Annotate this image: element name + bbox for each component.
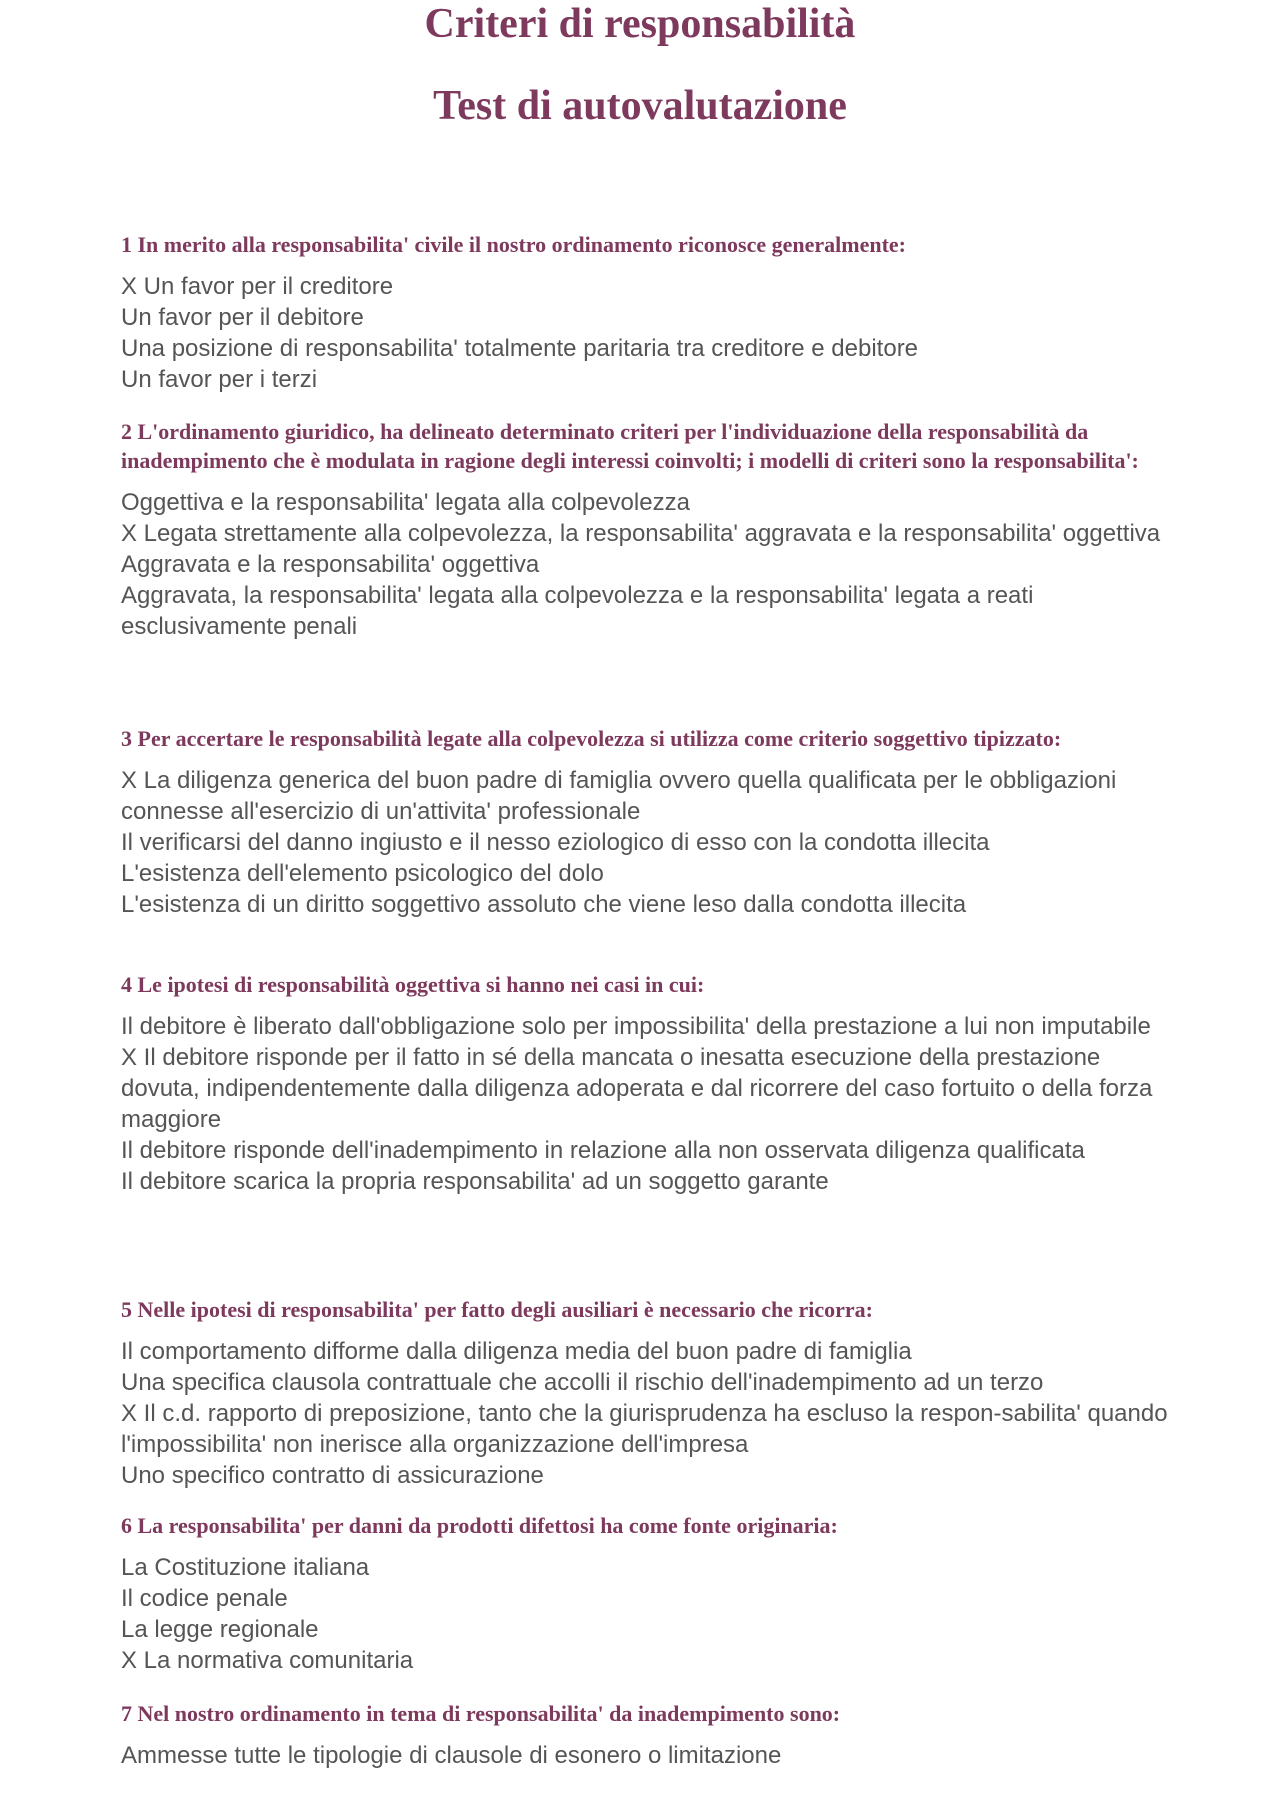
answer-item: Il comportamento difforme dalla diligenza media del buon padre di famiglia <box>121 1338 912 1365</box>
question-text: 6 La responsabilita' per danni da prodotti difettosi ha come fonte originaria: <box>121 1513 838 1538</box>
answer-item: Un favor per i terzi <box>121 366 318 393</box>
answer-item: X La diligenza generica del buon padre di famiglia ovvero quella qualificata per le obbligazioni connesse all'esercizio di un'attivita' professionale <box>121 767 1117 825</box>
answer-item: Un favor per il debitore <box>121 304 364 331</box>
question-text: 3 Per accertare le responsabilità legate alla colpevolezza si utilizza come criterio soggettivo tipizzato: <box>121 726 1062 751</box>
answer-item: La legge regionale <box>121 1616 319 1643</box>
question-block-5 <box>121 1295 1171 1491</box>
answer-item: Il debitore è liberato dall'obbligazione solo per impossibilita' della prestazione a lui non imputabile <box>121 1013 1151 1040</box>
question-block-4 <box>121 970 1171 1197</box>
answer-item: L'esistenza di un diritto soggettivo assoluto che viene leso dalla condotta illecita <box>121 891 967 918</box>
answer-list <box>121 1740 1171 1771</box>
answer-list <box>121 1552 1171 1676</box>
answer-list <box>121 1011 1171 1197</box>
answer-item: La Costituzione italiana <box>121 1554 370 1581</box>
answer-item: L'esistenza dell'elemento psicologico del dolo <box>121 860 604 887</box>
answer-item: X Legata strettamente alla colpevolezza, la responsabilita' aggravata e la responsabilita' oggettiva <box>121 520 1161 547</box>
question-block-7 <box>121 1699 1171 1771</box>
answer-item: Il codice penale <box>121 1585 288 1612</box>
document-subtitle: Test di autovalutazione <box>433 83 847 129</box>
answer-item: Ammesse tutte le tipologie di clausole di esonero o limitazione <box>121 1742 782 1769</box>
document-title: Criteri di responsabilità <box>424 1 856 47</box>
answer-item: Oggettiva e la responsabilita' legata alla colpevolezza <box>121 489 690 516</box>
question-text: 2 L'ordinamento giuridico, ha delineato determinato criteri per l'individuazione della responsabilità da inadempimento che è modulata in ragione degli interessi coinvolti; i modelli di criteri sono la responsabilita': <box>121 419 1139 473</box>
answer-item: X La normativa comunitaria <box>121 1647 414 1674</box>
answer-item: Una posizione di responsabilita' totalmente paritaria tra creditore e debitore <box>121 335 919 362</box>
answer-item: Una specifica clausola contrattuale che accolli il rischio dell'inadempimento ad un terzo <box>121 1369 1044 1396</box>
answer-item: Aggravata, la responsabilita' legata alla colpevolezza e la responsabilita' legata a reati esclusivamente penali <box>121 582 1034 640</box>
answer-item: X Il debitore risponde per il fatto in sé della mancata o inesatta esecuzione della prestazione dovuta, indipendentemente dalla diligenza adoperata e dal ricorrere del caso fortuito o della forza maggiore <box>121 1044 1153 1133</box>
question-block-6 <box>121 1511 1171 1676</box>
answer-item: Il debitore risponde dell'inadempimento in relazione alla non osservata diligenza qualificata <box>121 1137 1085 1164</box>
answer-item: X Un favor per il creditore <box>121 273 394 300</box>
question-block-2 <box>121 417 1171 642</box>
question-text: 1 In merito alla responsabilita' civile il nostro ordinamento riconosce generalmente: <box>121 232 906 257</box>
answer-item: Aggravata e la responsabilita' oggettiva <box>121 551 540 578</box>
question-text: 4 Le ipotesi di responsabilità oggettiva si hanno nei casi in cui: <box>121 972 705 997</box>
answer-item: Il verificarsi del danno ingiusto e il nesso eziologico di esso con la condotta illecita <box>121 829 990 856</box>
question-text: 7 Nel nostro ordinamento in tema di responsabilita' da inadempimento sono: <box>121 1701 841 1726</box>
answer-item: Il debitore scarica la propria responsabilita' ad un soggetto garante <box>121 1168 829 1195</box>
question-block-1 <box>121 230 1171 395</box>
answer-item: X Il c.d. rapporto di preposizione, tanto che la giurisprudenza ha escluso la respon-sabilita' quando l'impossibilita' non inerisce alla organizzazione dell'impresa <box>121 1400 1168 1458</box>
question-text: 5 Nelle ipotesi di responsabilita' per fatto degli ausiliari è necessario che ricorra: <box>121 1297 873 1322</box>
question-block-3 <box>121 724 1171 920</box>
answer-list <box>121 487 1171 642</box>
answer-list <box>121 1336 1171 1491</box>
answer-list <box>121 765 1171 920</box>
answer-item: Uno specifico contratto di assicurazione <box>121 1462 544 1489</box>
answer-list <box>121 271 1171 395</box>
